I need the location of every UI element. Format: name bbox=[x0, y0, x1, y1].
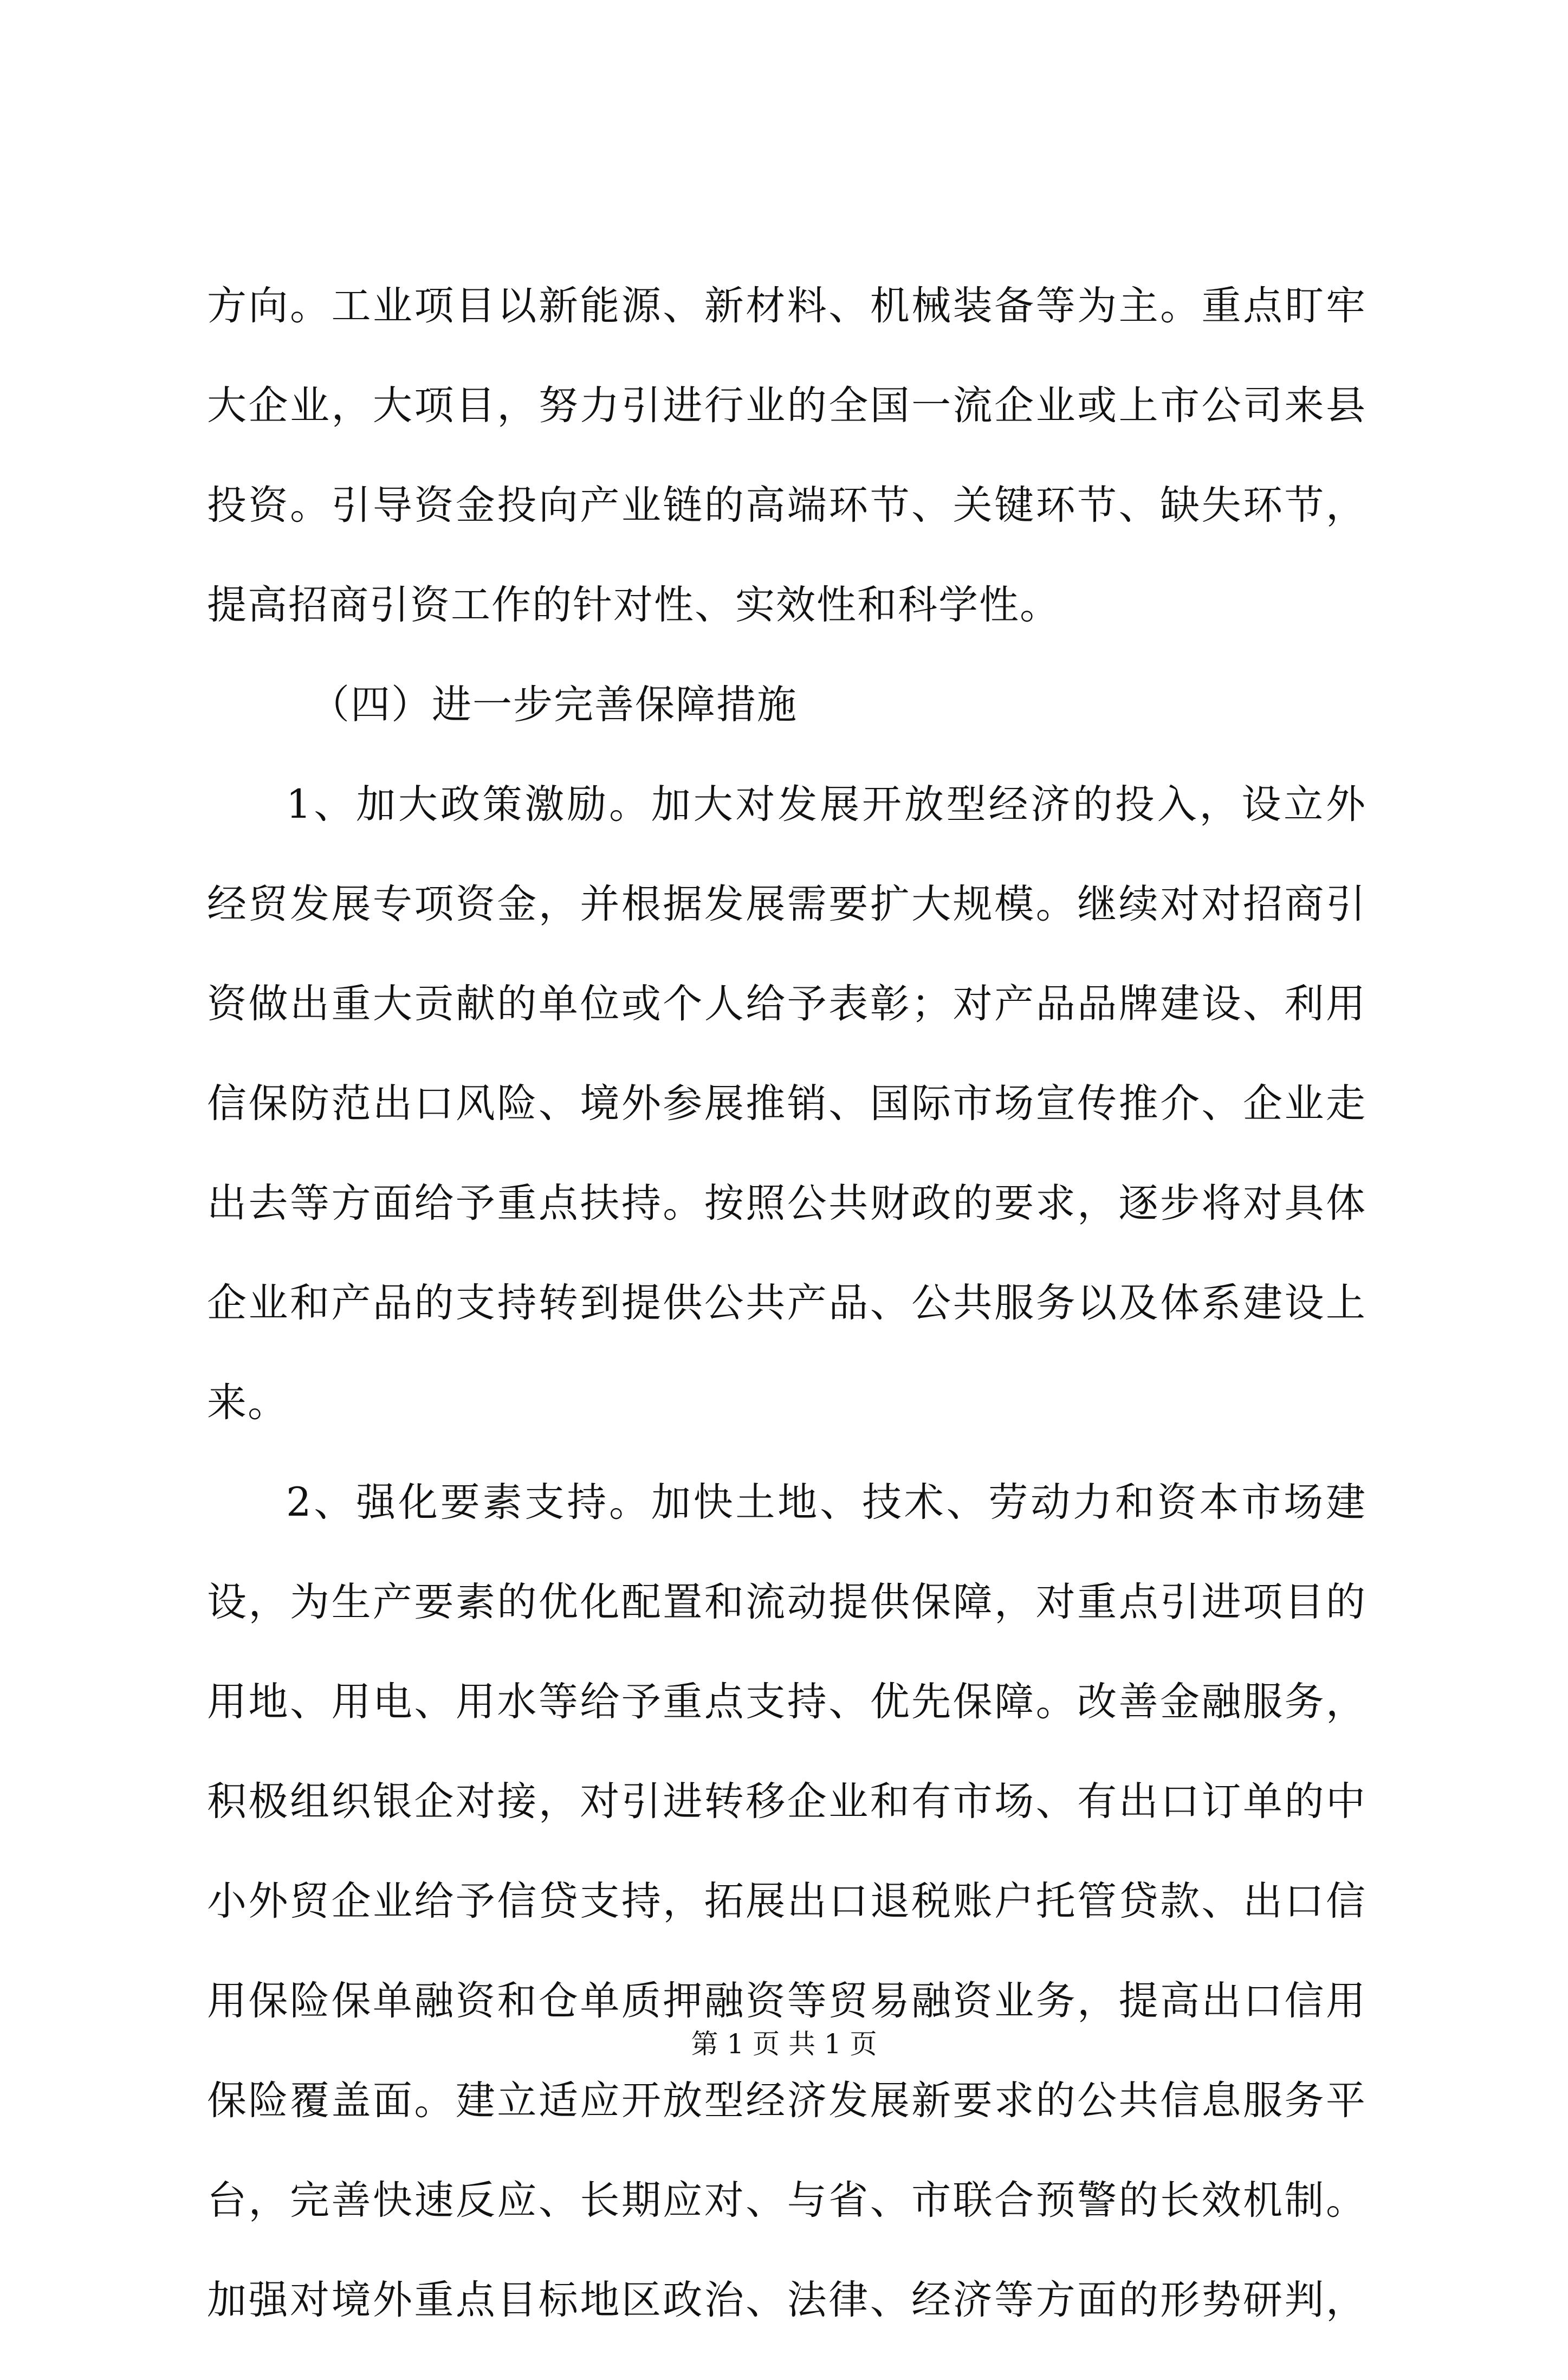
text-line: 方向。工业项目以新能源、新材料、机械装备等为主。重点盯牢 bbox=[207, 283, 1366, 329]
text-line: 积极组织银企对接，对引进转移企业和有市场、有出口订单的中 bbox=[207, 1778, 1366, 1825]
text-line: 用保险保单融资和仓单质押融资等贸易融资业务，提高出口信用 bbox=[207, 1978, 1366, 2024]
paragraph-first-line: 2、强化要素支持。加快土地、技术、劳动力和资本市场建 bbox=[286, 1479, 1366, 1525]
text-line: 提高招商引资工作的针对性、实效性和科学性。 bbox=[207, 582, 1060, 628]
text-line: 经贸发展专项资金，并根据发展需要扩大规模。继续对对招商引 bbox=[207, 881, 1366, 927]
text-line: 投资。引导资金投向产业链的高端环节、关键环节、缺失环节， bbox=[207, 482, 1366, 528]
text-line: 台，完善快速反应、长期应对、与省、市联合预警的长效机制。 bbox=[207, 2177, 1366, 2223]
text-line: 设，为生产要素的优化配置和流动提供保障，对重点引进项目的 bbox=[207, 1579, 1366, 1625]
text-line: 出去等方面给予重点扶持。按照公共财政的要求，逐步将对具体 bbox=[207, 1180, 1366, 1226]
text-line: 来。 bbox=[207, 1380, 288, 1426]
text-line: 小外贸企业给予信贷支持，拓展出口退税账户托管贷款、出口信 bbox=[207, 1878, 1366, 1924]
text-line: 用地、用电、用水等给予重点支持、优先保障。改善金融服务， bbox=[207, 1679, 1366, 1725]
paragraph-first-line: 1、加大政策激励。加大对发展开放型经济的投入，设立外 bbox=[286, 781, 1366, 827]
text-line: 信保防范出口风险、境外参展推销、国际市场宣传推介、企业走 bbox=[207, 1081, 1366, 1127]
text-line: 保险覆盖面。建立适应开放型经济发展新要求的公共信息服务平 bbox=[207, 2078, 1366, 2124]
section-heading: （四）进一步完善保障措施 bbox=[310, 682, 798, 728]
text-line: 企业和产品的支持转到提供公共产品、公共服务以及体系建设上 bbox=[207, 1280, 1366, 1326]
text-line: 加强对境外重点目标地区政治、法律、经济等方面的形势研判， bbox=[207, 2277, 1366, 2323]
text-line: 大企业，大项目，努力引进行业的全国一流企业或上市公司来县 bbox=[207, 383, 1366, 429]
page-footer: 第 1 页 共 1 页 bbox=[691, 2028, 877, 2060]
text-line: 资做出重大贡献的单位或个人给予表彰；对产品品牌建设、利用 bbox=[207, 981, 1366, 1027]
body-text bbox=[207, 283, 1366, 2380]
